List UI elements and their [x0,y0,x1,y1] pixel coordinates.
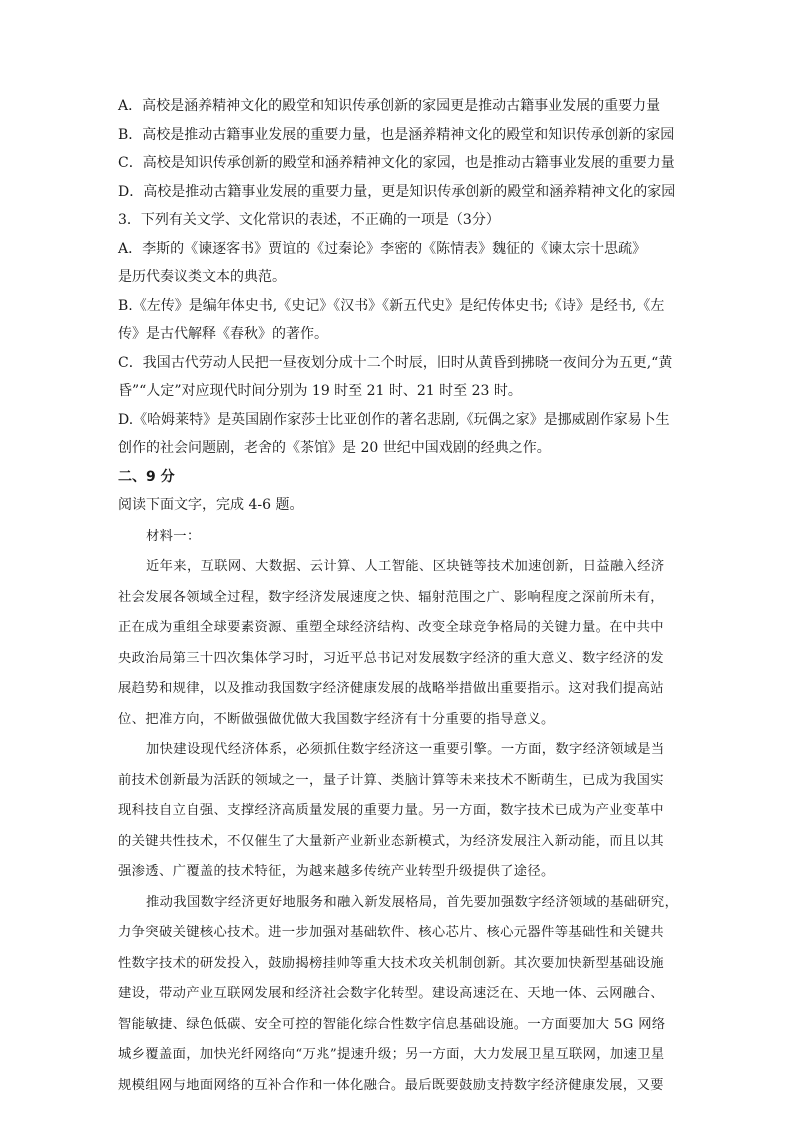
paragraph-line: 近年来，互联网、大数据、云计算、人工智能、区块链等技术加速创新，日益融入经济 [146,559,665,574]
paragraph-line: 力争突破关键核心技术。进一步加强对基础软件、核心芯片、核心元器件等基础性和关键共 [118,925,664,940]
paragraph-line: 强渗透、广覆盖的技术特征，为越来越多传统产业转型升级提供了途径。 [118,864,555,879]
paragraph-line: 的关键共性技术，不仅催生了大量新产业新业态新模式，为经济发展注入新动能，而且以其 [118,833,664,849]
q3-option-a-line2: 是历代奏议类文本的典范。 [118,269,286,285]
q2-option-c: C．高校是知识传承创新的殿堂和涵养精神文化的家园，也是推动古籍事业发展的重要力量 [118,155,675,171]
q2-option-b: B．高校是推动古籍事业发展的重要力量，也是涵养精神文化的殿堂和知识传承创新的家园 [118,126,675,143]
paragraph-line: 展趋势和规律，以及推动我国数字经济健康发展的战略举措做出重要指示。这对我们提高站 [118,681,664,696]
q3-option-c-line2: 昏”“人定”对应现代时间分别为 19 时至 21 时、21 时至 23 时。 [118,383,522,399]
paragraph-line: 规模组网与地面网络的互补合作和一体化融合。最后既要鼓励支持数字经济健康发展，又要 [118,1077,664,1093]
paragraph-line: 智能敏捷、绿色低碳、安全可控的智能化综合性数字信息基础设施。一方面要加大 5G 网络 [118,1016,666,1032]
paragraph-1 [118,552,674,735]
paragraph-line: 建设，带动产业互联网发展和经济社会数字化转型。建设高速泛在、天地一体、云网融合、 [118,986,664,1001]
question-3 [118,206,674,463]
q3-option-b-line2: 传》是古代解释《春秋》的著作。 [118,326,328,342]
q3-stem: 3．下列有关文学、文化常识的表述，不正确的一项是（3分） [118,212,500,228]
paragraph-line: 位、把准方向，不断做强做优做大我国数字经济有十分重要的指导意义。 [118,711,555,727]
material-label: 材料一： [146,528,201,544]
q2-option-a: A．高校是涵养精神文化的殿堂和知识传承创新的家园更是推动古籍事业发展的重要力量 [118,98,661,114]
paragraph-line: 社会发展各领域全过程，数字经济发展速度之快、辐射范围之广、影响程度之深前所未有， [118,589,664,605]
q3-option-b-line1: B.《左传》是编年体史书,《史记》《汉书》《新五代史》是纪传体史书;《诗》是经书,《左 [118,297,665,314]
paragraph-2 [118,735,674,888]
section-instruction: 阅读下面文字，完成 4-6 题。 [118,497,304,513]
q3-option-d-line2: 创作的社会问题剧，老舍的《茶馆》是 20 世纪中国戏剧的经典之作。 [118,440,551,456]
q3-option-c-line1: C．我国古代劳动人民把一昼夜划分成十二个时辰，旧时从黄昏到拂晓一夜间分为五更,“黄 [118,354,673,371]
paragraph-line: 正在成为重组全球要素资源、重塑全球经济结构、改变全球竞争格局的关键力量。在中共中 [118,620,664,635]
paragraph-line: 央政治局第三十四次集体学习时，习近平总书记对发展数字经济的重大意义、数字经济的发 [118,650,664,666]
paragraph-line: 加快建设现代经济体系，必须抓住数字经济这一重要引擎。一方面，数字经济领域是当 [146,742,665,757]
section-heading: 二、9 分 [118,468,175,485]
paragraph-line: 性数字技术的研发投入，鼓励揭榜挂帅等重大技术攻关机制创新。其次要加快新型基础设施 [118,955,664,971]
q3-option-d-line1: D.《哈姆莱特》是英国剧作家莎士比亚创作的著名悲剧,《玩偶之家》是挪威剧作家易卜生 [118,411,670,428]
paragraph-line: 城乡覆盖面，加快光纤网络向“万兆”提速升级；另一方面，大力发展卫星互联网，加速卫星 [118,1047,665,1062]
paragraph-line: 前技术创新最为活跃的领域之一，量子计算、类脑计算等未来技术不断萌生，已成为我国实 [118,772,664,788]
document-page [118,92,679,1101]
paragraph-3 [118,888,679,1102]
paragraph-line: 现科技自立自强、支撑经济高质量发展的重要力量。另一方面，数字技术已成为产业变革中 [118,803,664,818]
section-2 [118,463,679,1102]
q2-options [118,92,674,206]
q3-option-a-line1: A．李斯的《谏逐客书》贾谊的《过秦论》李密的《陈情表》魏征的《谏太宗十思疏》 [118,240,647,257]
paragraph-line: 推动我国数字经济更好地服务和融入新发展格局，首先要加强数字经济领域的基础研究， [146,894,679,910]
q2-option-d: D．高校是推动古籍事业发展的重要力量，更是知识传承创新的殿堂和涵养精神文化的家园 [118,183,676,200]
reading-material [118,522,679,1102]
